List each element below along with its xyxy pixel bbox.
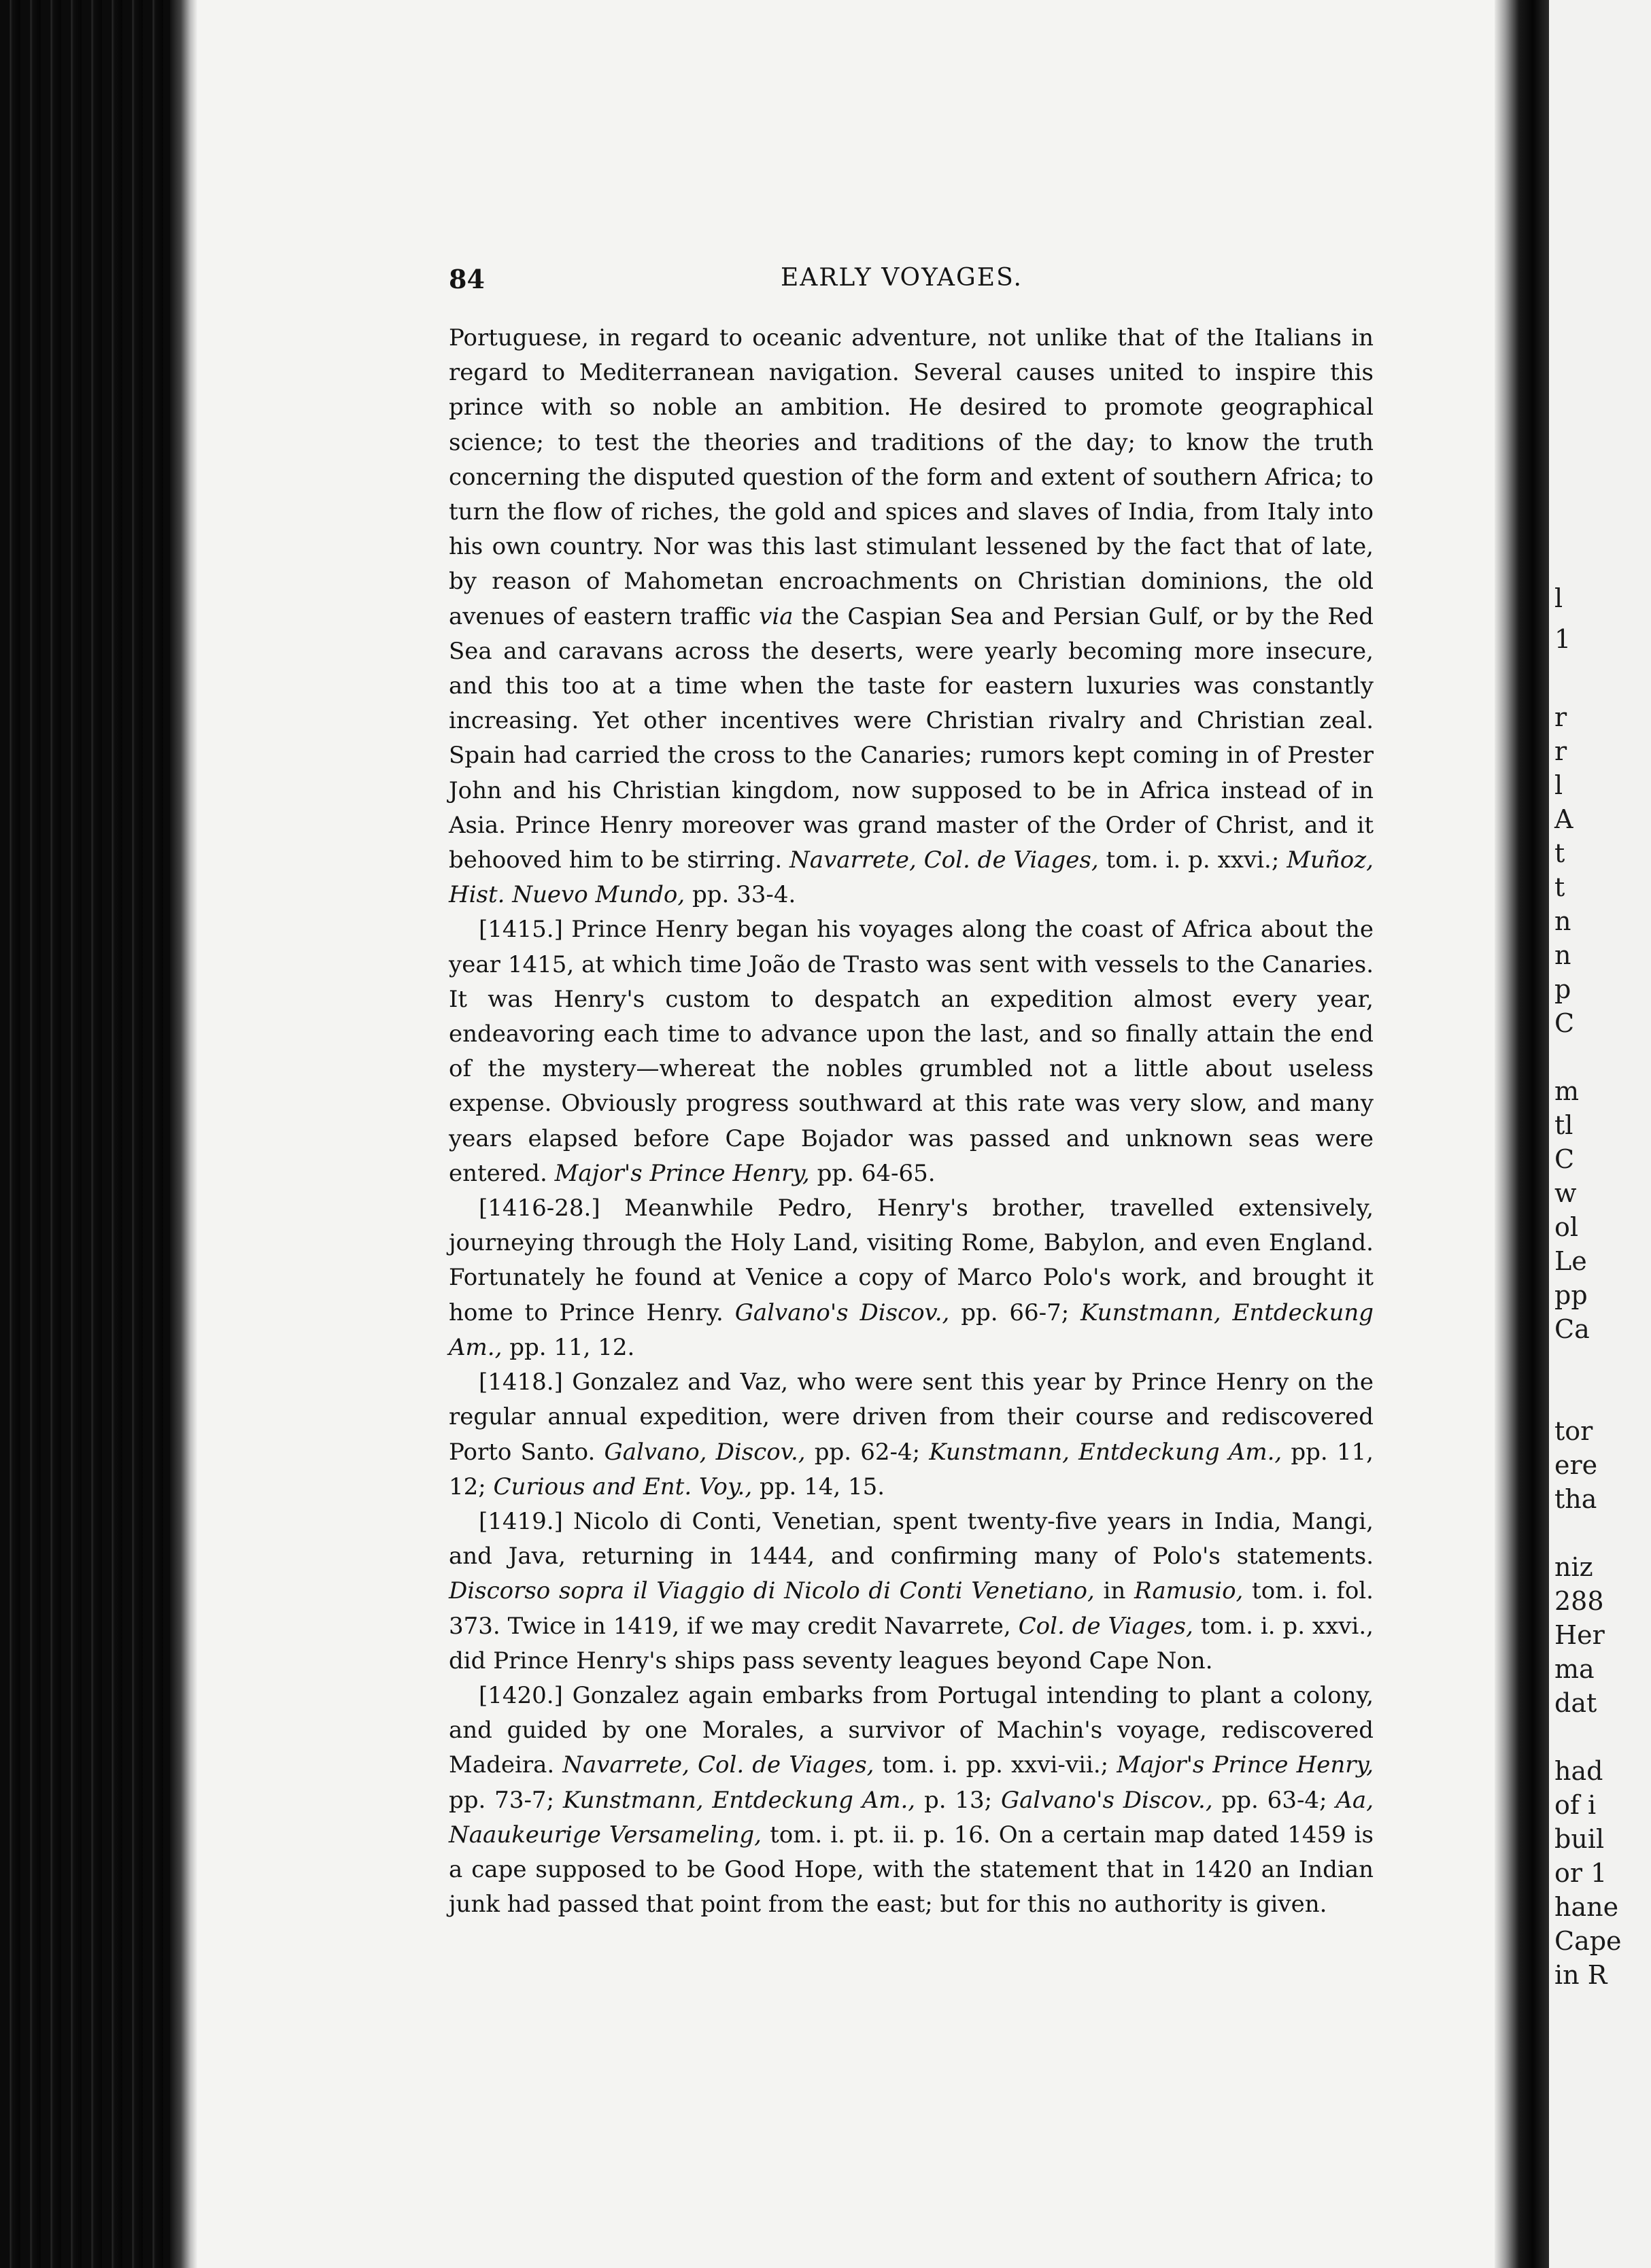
entry-1419: [1419.] Nicolo di Conti, Venetian, spent twenty-five years in India, Mangi, and Java, returning in 1444, and confirming many of Polo's statements. Discorso sopra il Viaggio di Nicolo di Conti Venetiano, in Ramusio, tom. i. fol. 373. Twice in 1419, if we may credit Navarrete, Col. de Viages, tom. i. p. xxvi., did Prince Henry's ships pass seventy leagues beyond Cape Non. xyxy=(449,1507,1374,1674)
facing-page-fragment: m xyxy=(1554,1076,1580,1106)
facing-page-fragment: of i xyxy=(1554,1790,1597,1820)
facing-page-fragment: t xyxy=(1554,838,1565,868)
facing-page-fragment: n xyxy=(1554,940,1571,970)
facing-page-fragment: 1 xyxy=(1554,624,1571,654)
book-binding-edge xyxy=(0,0,197,2268)
facing-page-fragment: C xyxy=(1554,1008,1575,1038)
facing-page-fragment: t xyxy=(1554,872,1565,902)
facing-page-fragment: ol xyxy=(1554,1212,1579,1242)
facing-page-fragment: C xyxy=(1554,1144,1575,1174)
facing-page-fragment: l xyxy=(1554,770,1563,800)
facing-page-fragment: ere xyxy=(1554,1450,1598,1480)
entry-1415: [1415.] Prince Henry began his voyages along the coast of Africa about the year 1415, at which time João de Trasto was sent with vessels to the Canaries. It was Henry's custom to despatch an expedition almost every year, endeavoring each time to advance upon the last, and so finally attain the end of the mystery—whereat the nobles grumbled not a little about useless expense. Obviously progress southward at this rate was very slow, and many years elapsed before Cape Bojador was passed and unknown seas were entered. Major's Prince Henry, pp. 64-65. xyxy=(449,916,1374,1187)
entry-1420: [1420.] Gonzalez again embarks from Portugal intending to plant a colony, and guided by one Morales, a survivor of Machin's voyage, rediscovered Madeira. Navarrete, Col. de Viages, tom. i. pp. xxvi-vii.; Major's Prince Henry, pp. 73-7; Kunstmann, Entdeckung Am., p. 13; Galvano's Discov., pp. 63-4; Aa, Naaukeurige Versameling, tom. i. pt. ii. p. 16. On a certain map dated 1459 is a cape supposed to be Good Hope, with the statement that in 1420 an Indian junk had passed that point from the east; but for this no authority is given. xyxy=(449,1681,1374,1919)
facing-page-fragment: n xyxy=(1554,906,1571,936)
facing-page-fragment: tor xyxy=(1554,1416,1593,1446)
facing-page-fragment: hane xyxy=(1554,1892,1619,1922)
facing-page-fragment: Cape xyxy=(1554,1926,1622,1956)
entry-1418: [1418.] Gonzalez and Vaz, who were sent this year by Prince Henry on the regular annual expedition, were driven from their course and rediscovered Porto Santo. Galvano, Discov., pp. 62-4; Kunstmann, Entdeckung Am., pp. 11, 12; Curious and Ent. Voy., pp. 14, 15. xyxy=(449,1369,1374,1500)
facing-page-fragment: dat xyxy=(1554,1688,1597,1718)
page-number: 84 xyxy=(449,264,485,294)
entry-1416-28: [1416-28.] Meanwhile Pedro, Henry's brother, travelled extensively, journeying through the Holy Land, visiting Rome, Babylon, and even England. Fortunately he found at Venice a copy of Marco Polo's work, and brought it home to Prince Henry. Galvano's Discov., pp. 66-7; Kunstmann, Entdeckung Am., pp. 11, 12. xyxy=(449,1195,1374,1361)
year-tag: [1419.] xyxy=(479,1507,563,1535)
facing-page-fragment: or 1 xyxy=(1554,1858,1607,1888)
facing-page-fragment: buil xyxy=(1554,1824,1605,1854)
year-tag: [1418.] xyxy=(479,1369,563,1396)
page-shadow-left xyxy=(170,0,197,2268)
facing-page-fragment: Le xyxy=(1554,1246,1587,1276)
facing-page-fragment: niz xyxy=(1554,1552,1593,1582)
facing-page-edge xyxy=(1549,0,1651,2268)
facing-page-fragment: l xyxy=(1554,583,1563,613)
facing-page-fragment: had xyxy=(1554,1756,1603,1786)
running-title: EARLY VOYAGES. xyxy=(781,264,1023,292)
facing-page-fragment: Her xyxy=(1554,1620,1605,1650)
page-gutter xyxy=(1495,0,1549,2268)
facing-page-fragment: pp xyxy=(1554,1280,1588,1310)
paragraph-intro: Portuguese, in regard to oceanic adventure, not unlike that of the Italians in regard to Mediterranean navigation. Several causes united to inspire this prince with so noble an ambition. He desired to promote geographical science; to test the theories and traditions of the day; to know the truth concerning the disputed question of the form and extent of southern Africa; to turn the flow of riches, the gold and spices and slaves of India, from Italy into his own country. Nor was this last stimulant lessened by the fact that of late, by reason of Mahometan encroachments on Christian dominions, the old avenues of eastern traffic via the Caspian Sea and Persian Gulf, or by the Red Sea and caravans across the deserts, were yearly becoming more insecure, and this too at a time when the taste for eastern luxuries was constantly increasing. Yet other incentives were Christian rivalry and Christian zeal. Spain had carried the cross to the Canaries; rumors kept coming in of Prester John and his Christian kingdom, now supposed to be in Africa instead of in Asia. Prince Henry moreover was grand master of the Order of Christ, and it behooved him to be stirring. Navarrete, Col. de Viages, tom. i. p. xxvi.; Muñoz, Hist. Nuevo Mundo, pp. 33-4. xyxy=(449,324,1374,909)
facing-page-fragment: tha xyxy=(1554,1484,1597,1514)
facing-page-fragment: A xyxy=(1554,804,1573,834)
facing-page-fragment: ma xyxy=(1554,1654,1595,1684)
running-head xyxy=(449,264,1374,305)
facing-page-fragment: Ca xyxy=(1554,1314,1590,1344)
facing-page-fragment: r xyxy=(1554,702,1567,732)
facing-page-fragment: 288 xyxy=(1554,1586,1604,1616)
facing-page-fragment: in R xyxy=(1554,1960,1607,1990)
facing-page-fragment: tl xyxy=(1554,1110,1573,1140)
facing-page-fragment: r xyxy=(1554,736,1567,766)
year-tag: [1420.] xyxy=(479,1681,563,1709)
facing-page-fragment: p xyxy=(1554,974,1571,1004)
facing-page-fragment: w xyxy=(1554,1178,1577,1208)
year-tag: [1415.] xyxy=(479,916,563,944)
book-page xyxy=(449,264,1374,1922)
year-tag: [1416-28.] xyxy=(479,1195,600,1222)
